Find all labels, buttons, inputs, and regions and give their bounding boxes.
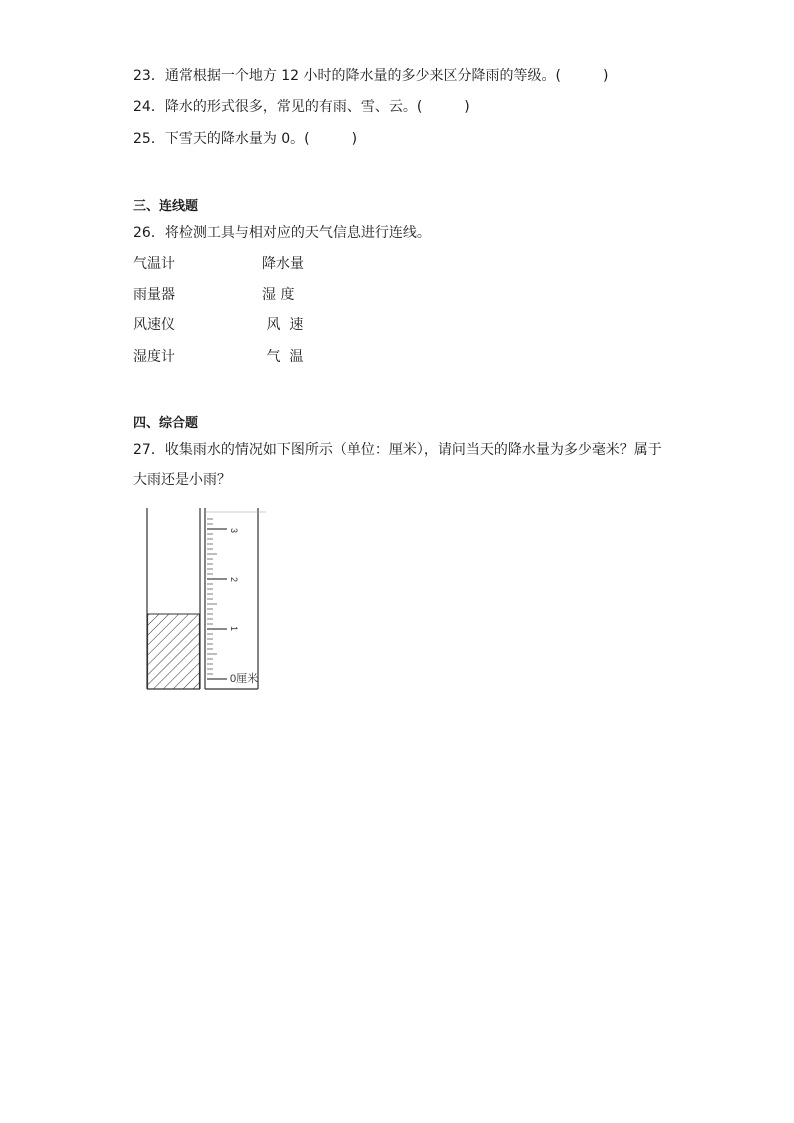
section4-heading: 四、综合题 — [133, 416, 199, 431]
ruler-label-0: 0厘米 — [230, 673, 259, 685]
rain-gauge-figure — [138, 506, 278, 696]
q23-text: 23．通常根据一个地方 12 小时的降水量的多少来区分降雨的等级。( ) — [133, 68, 609, 84]
rain-gauge-svg — [138, 506, 278, 696]
q27-text-line1: 27．收集雨水的情况如下图所示（单位：厘米），请问当天的降水量为多少毫米？属于 — [133, 442, 662, 458]
ruler-label-2: 2 — [229, 577, 239, 583]
match-left-1: 气温计 — [133, 256, 175, 272]
match-right-1: 降水量 — [262, 256, 304, 272]
q26-text: 26．将检测工具与相对应的天气信息进行连线。 — [133, 225, 431, 241]
q27-text-line2: 大雨还是小雨？ — [133, 472, 231, 488]
q25-text: 25．下雪天的降水量为 0。( ) — [133, 131, 358, 147]
match-right-2: 湿 度 — [262, 287, 295, 303]
q24-text: 24．降水的形式很多，常见的有雨、雪、云。( ) — [133, 99, 470, 115]
match-right-4: 气 温 — [262, 349, 304, 365]
section3-heading: 三、连线题 — [133, 199, 199, 214]
match-left-3: 风速仪 — [133, 317, 175, 333]
ruler-label-3: 3 — [229, 528, 239, 534]
water-level-fill — [148, 614, 200, 689]
match-left-2: 雨量器 — [133, 287, 175, 303]
match-left-4: 湿度计 — [133, 349, 175, 365]
match-right-3: 风 速 — [262, 317, 304, 333]
ruler-label-1: 1 — [229, 626, 239, 632]
